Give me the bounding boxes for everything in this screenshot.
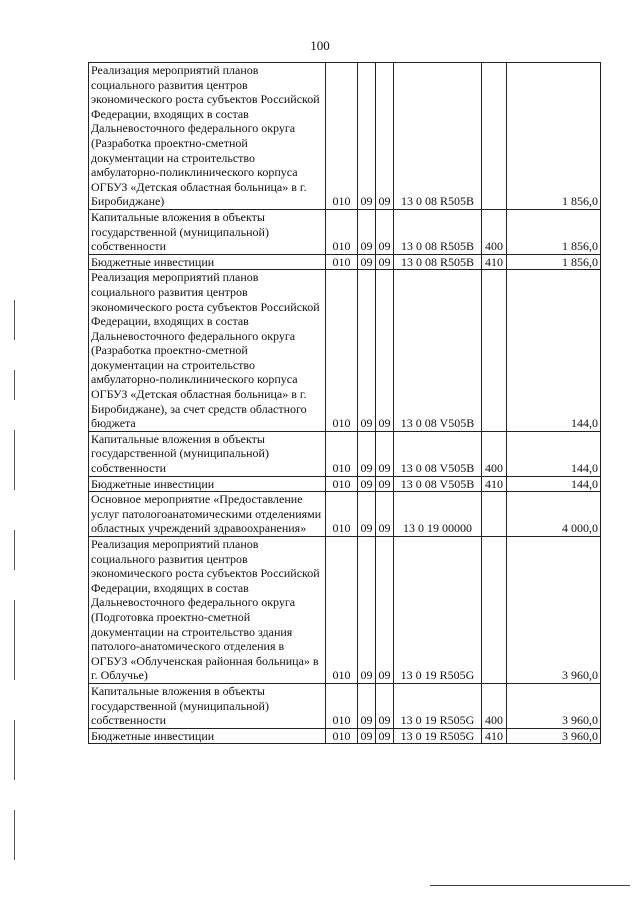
subsection-code: 09 [376, 270, 394, 432]
expense-type-code: 400 [482, 431, 507, 476]
subsection-code: 09 [376, 209, 394, 254]
expense-type-code: 410 [482, 476, 507, 492]
amount: 1 856,0 [507, 254, 601, 270]
amount: 144,0 [507, 270, 601, 432]
section-code: 09 [358, 492, 376, 537]
section-code: 09 [358, 683, 376, 728]
target-item-code: 13 0 08 V505B [394, 270, 482, 432]
budget-table [88, 62, 601, 744]
subsection-code: 09 [376, 683, 394, 728]
subsection-code: 09 [376, 476, 394, 492]
row-name: Бюджетные инвестиции [89, 476, 326, 492]
amount: 1 856,0 [507, 209, 601, 254]
ministry-code: 010 [326, 431, 358, 476]
ministry-code: 010 [326, 683, 358, 728]
section-code: 09 [358, 431, 376, 476]
subsection-code: 09 [376, 728, 394, 744]
table-row [89, 254, 601, 270]
subsection-code: 09 [376, 431, 394, 476]
section-code: 09 [358, 476, 376, 492]
expense-type-code [482, 63, 507, 210]
row-name: Капитальные вложения в объекты государственной (муниципальной) собственности [89, 431, 326, 476]
ministry-code: 010 [326, 492, 358, 537]
row-name: Реализация мероприятий планов социального развития центров экономического роста субъектов Российской Федерации, входящих в состав Дальневосточного федерального округа (Разработка проектно-сметной документации на строительство амбулаторно-поликлинического корпуса ОГБУЗ «Детская областная больница» в г. Биробиджане), за счет средств областного бюджета [89, 270, 326, 432]
ministry-code: 010 [326, 209, 358, 254]
scan-edge-marks [14, 300, 18, 860]
row-name: Реализация мероприятий планов социального развития центров экономического роста субъектов Российской Федерации, входящих в состав Дальневосточного федерального округа (Подготовка проектно-сметной документации на строительство здания патолого-анатомического отделения в ОГБУЗ «Облученская районная больница» в г. Облучье) [89, 537, 326, 684]
amount: 3 960,0 [507, 537, 601, 684]
amount: 1 856,0 [507, 63, 601, 210]
row-name: Бюджетные инвестиции [89, 254, 326, 270]
expense-type-code [482, 537, 507, 684]
table-row [89, 209, 601, 254]
row-name: Капитальные вложения в объекты государственной (муниципальной) собственности [89, 683, 326, 728]
target-item-code: 13 0 19 R505G [394, 683, 482, 728]
subsection-code: 09 [376, 492, 394, 537]
subsection-code: 09 [376, 63, 394, 210]
row-name: Бюджетные инвестиции [89, 728, 326, 744]
amount: 144,0 [507, 431, 601, 476]
section-code: 09 [358, 270, 376, 432]
target-item-code: 13 0 08 V505B [394, 431, 482, 476]
subsection-code: 09 [376, 254, 394, 270]
target-item-code: 13 0 08 R505B [394, 209, 482, 254]
target-item-code: 13 0 08 V505B [394, 476, 482, 492]
section-code: 09 [358, 209, 376, 254]
table-row [89, 476, 601, 492]
expense-type-code: 410 [482, 728, 507, 744]
target-item-code: 13 0 19 00000 [394, 492, 482, 537]
amount: 144,0 [507, 476, 601, 492]
scan-bottom-line [430, 885, 630, 886]
table-row [89, 63, 601, 210]
section-code: 09 [358, 728, 376, 744]
row-name: Реализация мероприятий планов социального развития центров экономического роста субъектов Российской Федерации, входящих в состав Дальневосточного федерального округа (Разработка проектно-сметной документации на строительство амбулаторно-поликлинического корпуса ОГБУЗ «Детская областная больница» в г. Биробиджане) [89, 63, 326, 210]
table-row [89, 683, 601, 728]
table-row [89, 270, 601, 432]
target-item-code: 13 0 19 R505G [394, 728, 482, 744]
table-row [89, 728, 601, 744]
expense-type-code [482, 492, 507, 537]
row-name: Капитальные вложения в объекты государственной (муниципальной) собственности [89, 209, 326, 254]
table-row [89, 492, 601, 537]
section-code: 09 [358, 254, 376, 270]
expense-type-code: 400 [482, 209, 507, 254]
ministry-code: 010 [326, 537, 358, 684]
ministry-code: 010 [326, 476, 358, 492]
table-row [89, 537, 601, 684]
ministry-code: 010 [326, 728, 358, 744]
ministry-code: 010 [326, 63, 358, 210]
row-name: Основное мероприятие «Предоставление услуг патологоанатомическими отделениями областных учреждений здравоохранения» [89, 492, 326, 537]
amount: 3 960,0 [507, 683, 601, 728]
amount: 3 960,0 [507, 728, 601, 744]
page-number: 100 [310, 38, 330, 53]
subsection-code: 09 [376, 537, 394, 684]
expense-type-code [482, 270, 507, 432]
table-row [89, 431, 601, 476]
target-item-code: 13 0 19 R505G [394, 537, 482, 684]
target-item-code: 13 0 08 R505B [394, 254, 482, 270]
expense-type-code: 400 [482, 683, 507, 728]
amount: 4 000,0 [507, 492, 601, 537]
section-code: 09 [358, 63, 376, 210]
target-item-code: 13 0 08 R505B [394, 63, 482, 210]
section-code: 09 [358, 537, 376, 684]
ministry-code: 010 [326, 270, 358, 432]
ministry-code: 010 [326, 254, 358, 270]
expense-type-code: 410 [482, 254, 507, 270]
